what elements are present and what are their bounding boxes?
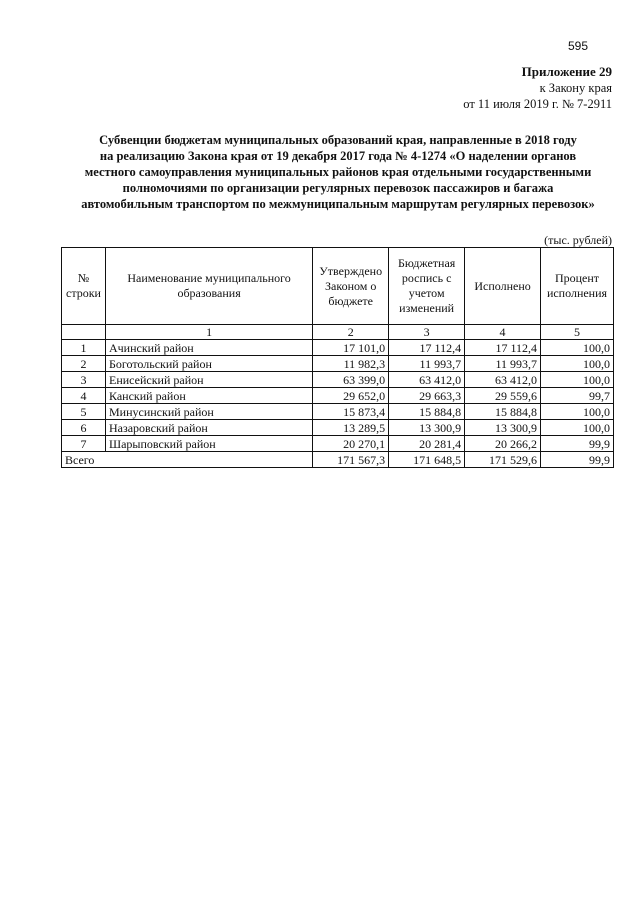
- document-title: [58, 132, 618, 212]
- title-line: Субвенции бюджетам муниципальных образований края, направленные в 2018 году: [99, 133, 577, 147]
- schedule-value: 20 281,4: [389, 436, 465, 452]
- municipality-name: Ачинский район: [105, 340, 312, 356]
- approved-value: 17 101,0: [313, 340, 389, 356]
- header-municipality: Наименование муниципального образования: [105, 248, 312, 325]
- approved-value: 63 399,0: [313, 372, 389, 388]
- header-executed: Исполнено: [465, 248, 541, 325]
- header-approved: Утверждено Законом о бюджете: [313, 248, 389, 325]
- row-number: 2: [62, 356, 106, 372]
- header-row-number: № строки: [62, 248, 106, 325]
- municipality-name: Енисейский район: [105, 372, 312, 388]
- schedule-value: 13 300,9: [389, 420, 465, 436]
- municipality-name: Канский район: [105, 388, 312, 404]
- table-row: [62, 372, 614, 388]
- row-number: 5: [62, 404, 106, 420]
- title-line: на реализацию Закона края от 19 декабря 2017 года № 4-1274 «О наделении органов: [99, 149, 577, 163]
- table-row: [62, 340, 614, 356]
- percent-value: 99,7: [541, 388, 614, 404]
- executed-value: 13 300,9: [465, 420, 541, 436]
- approved-value: 11 982,3: [313, 356, 389, 372]
- column-number: 4: [465, 325, 541, 340]
- percent-value: 100,0: [541, 356, 614, 372]
- schedule-value: 17 112,4: [389, 340, 465, 356]
- row-number: 6: [62, 420, 106, 436]
- budget-table: [61, 247, 614, 468]
- table-row: [62, 420, 614, 436]
- approved-value: 29 652,0: [313, 388, 389, 404]
- column-number-row: [62, 325, 614, 340]
- column-number: 2: [313, 325, 389, 340]
- total-schedule: 171 648,5: [389, 452, 465, 468]
- title-line: полномочиями по организации регулярных перевозок пассажиров и багажа: [122, 181, 554, 195]
- appendix-line-1: к Закону края: [539, 81, 612, 95]
- executed-value: 20 266,2: [465, 436, 541, 452]
- total-approved: 171 567,3: [313, 452, 389, 468]
- total-row: [62, 452, 614, 468]
- header-schedule: Бюджетная роспись с учетом изменений: [389, 248, 465, 325]
- row-number: 1: [62, 340, 106, 356]
- percent-value: 100,0: [541, 420, 614, 436]
- page-number: 595: [568, 39, 589, 53]
- schedule-value: 15 884,8: [389, 404, 465, 420]
- row-number: 4: [62, 388, 106, 404]
- title-line: местного самоуправления муниципальных районов края отдельными государственными: [84, 165, 592, 179]
- table-row: [62, 404, 614, 420]
- percent-value: 100,0: [541, 404, 614, 420]
- row-number: 3: [62, 372, 106, 388]
- executed-value: 63 412,0: [465, 372, 541, 388]
- table-row: [62, 436, 614, 452]
- title-line: автомобильным транспортом по межмуниципальным маршрутам регулярных перевозок»: [81, 197, 595, 211]
- approved-value: 15 873,4: [313, 404, 389, 420]
- schedule-value: 63 412,0: [389, 372, 465, 388]
- executed-value: 11 993,7: [465, 356, 541, 372]
- appendix-title: Приложение 29: [521, 64, 612, 79]
- schedule-value: 29 663,3: [389, 388, 465, 404]
- column-number: 5: [541, 325, 614, 340]
- appendix-block: [463, 64, 612, 112]
- schedule-value: 11 993,7: [389, 356, 465, 372]
- executed-value: 15 884,8: [465, 404, 541, 420]
- header-percent: Процент исполнения: [541, 248, 614, 325]
- executed-value: 17 112,4: [465, 340, 541, 356]
- municipality-name: Боготольский район: [105, 356, 312, 372]
- total-executed: 171 529,6: [465, 452, 541, 468]
- header-row: [62, 248, 614, 325]
- approved-value: 13 289,5: [313, 420, 389, 436]
- total-label: Всего: [62, 452, 313, 468]
- column-number: [62, 325, 106, 340]
- municipality-name: Минусинский район: [105, 404, 312, 420]
- municipality-name: Шарыповский район: [105, 436, 312, 452]
- percent-value: 100,0: [541, 340, 614, 356]
- total-percent: 99,9: [541, 452, 614, 468]
- row-number: 7: [62, 436, 106, 452]
- appendix-line-2: от 11 июля 2019 г. № 7-2911: [463, 97, 612, 111]
- percent-value: 99,9: [541, 436, 614, 452]
- column-number: 1: [105, 325, 312, 340]
- approved-value: 20 270,1: [313, 436, 389, 452]
- column-number: 3: [389, 325, 465, 340]
- table-row: [62, 356, 614, 372]
- table-row: [62, 388, 614, 404]
- municipality-name: Назаровский район: [105, 420, 312, 436]
- percent-value: 100,0: [541, 372, 614, 388]
- executed-value: 29 559,6: [465, 388, 541, 404]
- units-label: (тыс. рублей): [544, 233, 612, 247]
